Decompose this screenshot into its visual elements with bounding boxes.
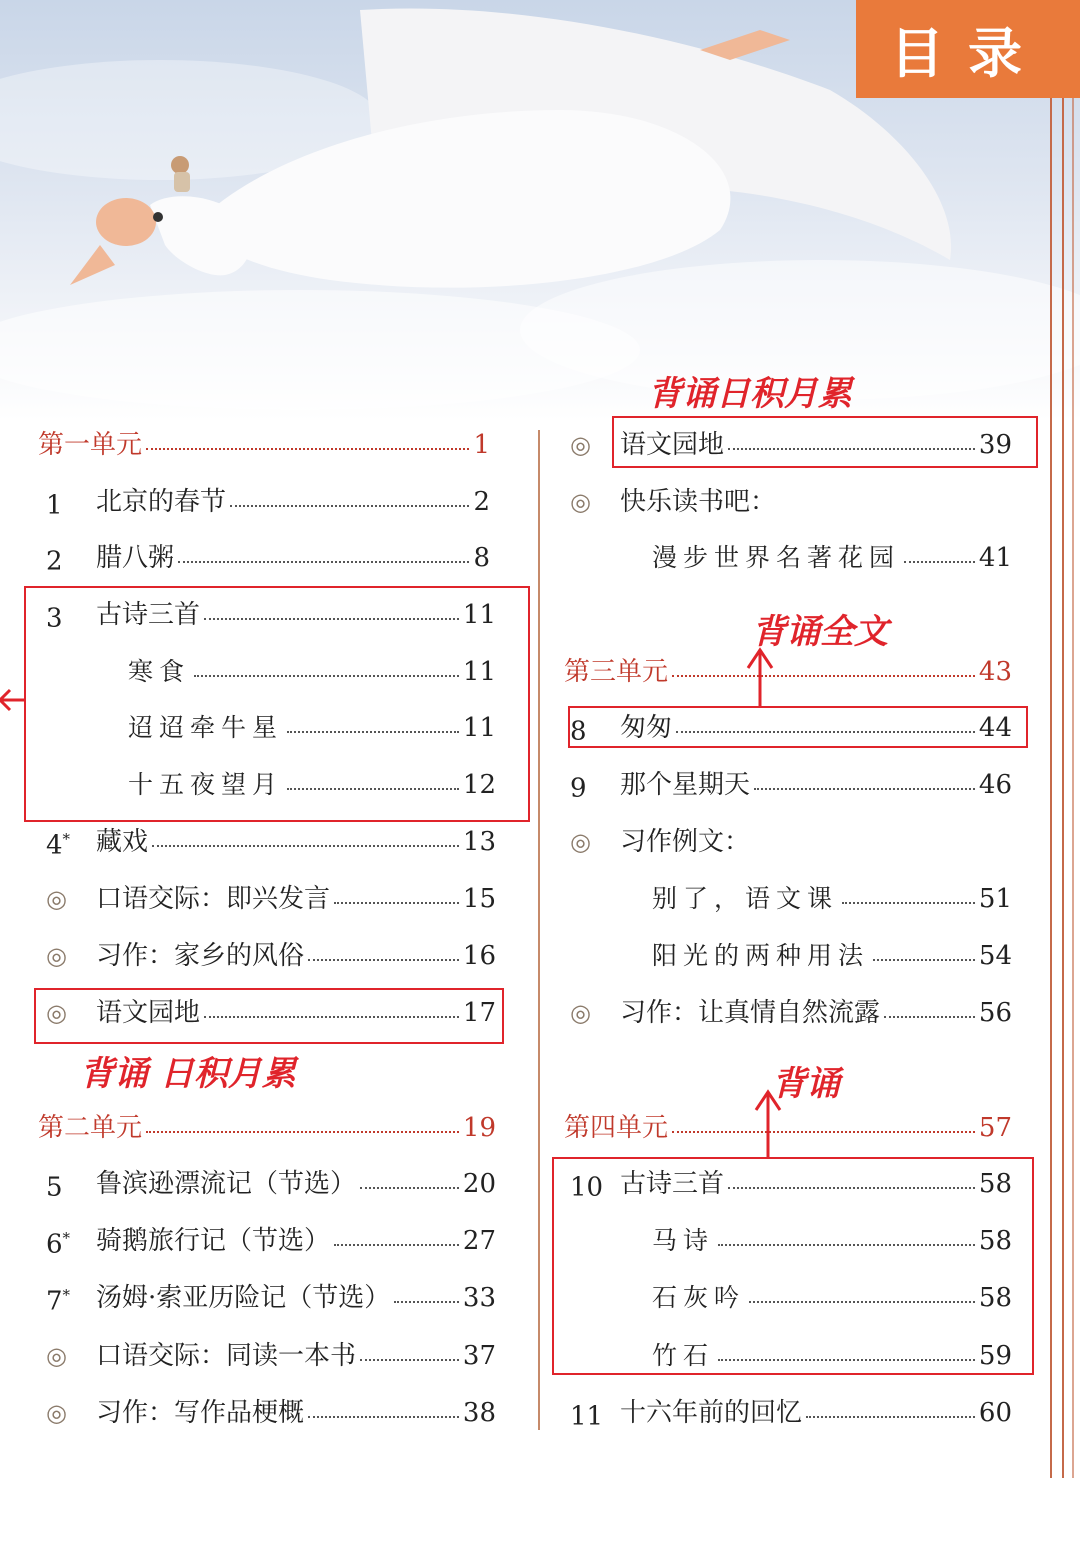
toc-activity-entry[interactable]: ◎ 习作例文： xyxy=(562,822,1012,862)
toc-activity-entry[interactable]: ◎ 口语交际：即兴发言 15 xyxy=(38,879,496,919)
toc-lesson-entry[interactable]: 3 古诗三首 11 xyxy=(46,600,496,634)
toc-lesson-entry[interactable]: 11 十六年前的回忆 60 xyxy=(570,1398,1012,1432)
toc-lesson-entry[interactable]: 8 匆匆 44 xyxy=(570,713,1012,747)
toc-activity-entry[interactable]: ◎ 快乐读书吧： xyxy=(562,482,1012,522)
toc-lesson-entry[interactable]: 4* 藏戏 13 xyxy=(46,827,496,861)
arrow-left-icon xyxy=(0,690,24,710)
toc-unit-entry[interactable]: 第三单元 43 xyxy=(564,657,1012,687)
toc-example-entry[interactable]: 别了，语文课 51 xyxy=(652,884,1012,914)
toc-unit-entry[interactable]: 第四单元 57 xyxy=(564,1113,1012,1143)
double-circle-icon: ◎ xyxy=(46,885,67,913)
double-circle-icon: ◎ xyxy=(570,828,591,856)
double-circle-icon: ◎ xyxy=(570,488,591,516)
toc-unit-entry[interactable]: 第二单元 19 xyxy=(38,1113,496,1143)
toc-lesson-entry[interactable]: 9 那个星期天 46 xyxy=(570,770,1012,804)
handwritten-note: 背诵 xyxy=(772,1064,840,1104)
handwritten-note: 背诵全文 xyxy=(752,612,888,652)
toc-activity-entry[interactable]: ◎ 语文园地 39 xyxy=(562,425,1012,465)
toc-poem-entry[interactable]: 石灰吟 58 xyxy=(652,1283,1012,1313)
toc-poem-entry[interactable]: 寒食 11 xyxy=(128,657,496,687)
double-circle-icon: ◎ xyxy=(570,431,591,459)
toc-activity-entry[interactable]: ◎ 习作：写作品梗概 38 xyxy=(38,1393,496,1433)
double-circle-icon: ◎ xyxy=(46,999,67,1027)
toc-unit-entry[interactable]: 第一单元 1 xyxy=(38,430,490,460)
toc-poem-entry[interactable]: 马诗 58 xyxy=(652,1226,1012,1256)
toc-poem-entry[interactable]: 竹石 59 xyxy=(652,1341,1012,1371)
toc-lesson-entry[interactable]: 6* 骑鹅旅行记（节选） 27 xyxy=(46,1226,496,1260)
toc-title: 目录 xyxy=(856,0,1080,98)
toc-lesson-entry[interactable]: 5 鲁滨逊漂流记（节选） 20 xyxy=(46,1169,496,1203)
handwritten-note: 背诵日积月累 xyxy=(648,374,852,414)
double-circle-icon: ◎ xyxy=(46,1399,67,1427)
toc-lesson-entry[interactable]: 7* 汤姆·索亚历险记（节选） 33 xyxy=(46,1283,496,1317)
toc-lesson-entry[interactable]: 10 古诗三首 58 xyxy=(570,1169,1012,1203)
toc-example-entry[interactable]: 阳光的两种用法 54 xyxy=(652,941,1012,971)
toc-poem-entry[interactable]: 迢迢牵牛星 11 xyxy=(128,713,496,743)
double-circle-icon: ◎ xyxy=(46,1342,67,1370)
toc-activity-entry[interactable]: ◎ 习作：让真情自然流露 56 xyxy=(562,993,1012,1033)
double-circle-icon: ◎ xyxy=(46,942,67,970)
toc-reading-entry[interactable]: 漫步世界名著花园 41 xyxy=(652,543,1012,573)
toc-poem-entry[interactable]: 十五夜望月 12 xyxy=(128,770,496,800)
arrow-up-icon xyxy=(756,1092,780,1157)
handwritten-note: 背诵 日积月累 xyxy=(80,1054,296,1094)
toc-activity-entry[interactable]: ◎ 口语交际：同读一本书 37 xyxy=(38,1336,496,1376)
double-circle-icon: ◎ xyxy=(570,999,591,1027)
toc-activity-entry[interactable]: ◎ 习作：家乡的风俗 16 xyxy=(38,936,496,976)
arrow-up-icon xyxy=(748,650,772,706)
toc-activity-entry[interactable]: ◎ 语文园地 17 xyxy=(38,993,496,1033)
toc-lesson-entry[interactable]: 2 腊八粥 8 xyxy=(46,543,490,577)
toc-lesson-entry[interactable]: 1 北京的春节 2 xyxy=(46,487,490,521)
